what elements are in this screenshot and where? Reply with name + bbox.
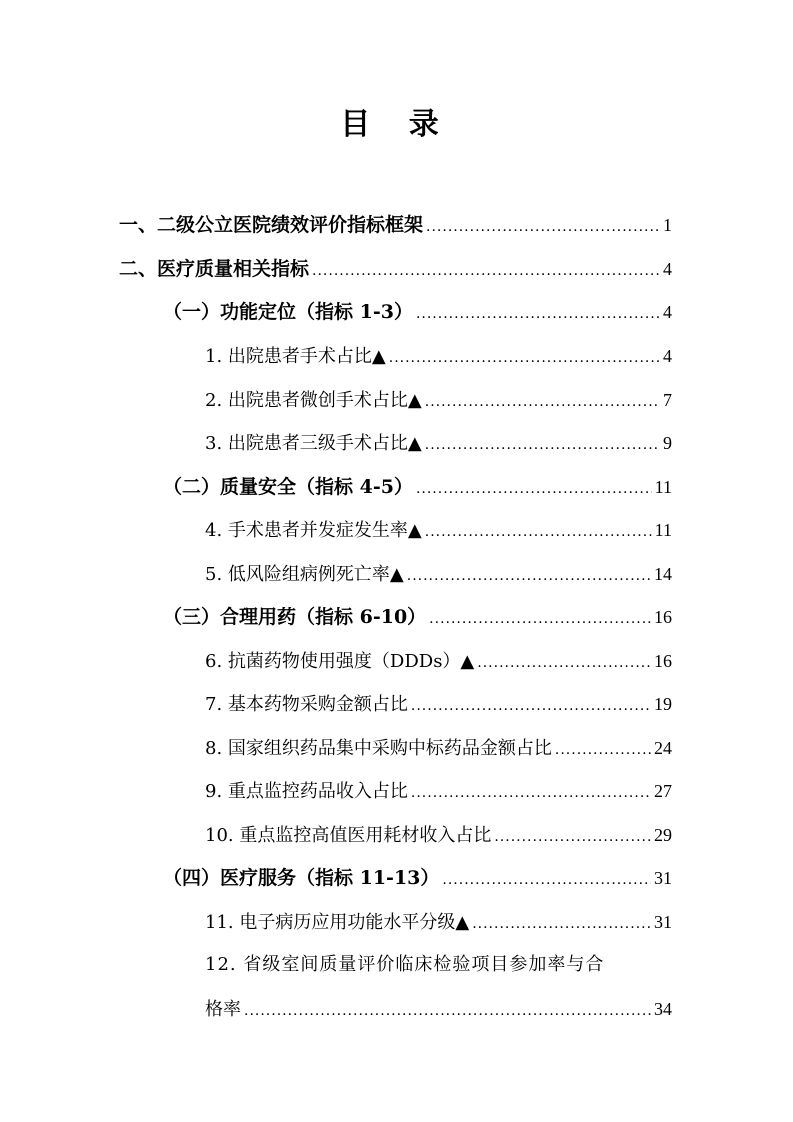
toc-entry-page: 1 (663, 215, 672, 235)
toc-entry-page: 4 (663, 302, 672, 322)
toc-entry-page: 11 (654, 477, 672, 497)
dot-leader (472, 909, 651, 939)
toc-entry-item-12[interactable] (205, 994, 672, 1024)
dot-leader (411, 691, 651, 721)
toc-entry-label: 6. 抗菌药物使用强度（DDDs）▲ (205, 651, 475, 672)
dot-leader (425, 517, 652, 547)
toc-entry-label: （二）质量安全（指标 4-5） (163, 476, 413, 498)
dot-leader (426, 212, 660, 242)
toc-entry-label: 一、二级公立医院绩效评价指标框架 (119, 214, 424, 236)
dot-leader (312, 256, 660, 286)
dot-leader (477, 648, 651, 678)
toc-entry-subsection-1[interactable] (163, 297, 672, 327)
toc-entry-label: 10. 重点监控高值医用耗材收入占比 (205, 825, 492, 846)
toc-entry-page: 9 (663, 433, 672, 453)
toc-entry-label: （一）功能定位（指标 1-3） (163, 301, 413, 323)
toc-entry-page: 14 (654, 564, 672, 584)
toc-entry-item-7[interactable] (205, 689, 672, 719)
dot-leader (244, 996, 651, 1026)
toc-entry-item-11[interactable] (205, 907, 672, 937)
dot-leader (416, 299, 660, 329)
toc-entry-label: 8. 国家组织药品集中采购中标药品金额占比 (205, 738, 552, 759)
dot-leader (416, 474, 652, 504)
toc-entry-page: 11 (654, 520, 672, 540)
page-title: 目 录 (340, 107, 453, 142)
toc-entry-item-8[interactable] (205, 733, 672, 763)
toc-entry-label: 11. 电子病历应用功能水平分级▲ (205, 912, 470, 933)
toc-entry-page: 31 (654, 868, 672, 888)
dot-leader (555, 735, 651, 765)
toc-entry-page: 31 (654, 912, 672, 932)
dot-leader (494, 822, 651, 852)
dot-leader (429, 604, 651, 634)
toc-entry-item-10[interactable] (205, 820, 672, 850)
dot-leader (407, 561, 651, 591)
toc-entry-label: 1. 出院患者手术占比▲ (205, 346, 386, 367)
toc-entry-label: 2. 出院患者微创手术占比▲ (205, 390, 422, 411)
toc-entry-label: 二、医疗质量相关指标 (119, 258, 310, 280)
toc-entry-page: 27 (654, 781, 672, 801)
toc-entry-item-6[interactable] (205, 646, 672, 676)
toc-entry-label: （三）合理用药（指标 6-10） (163, 606, 427, 628)
toc-entry-item-12-line1[interactable]: 12. 省级室间质量评价临床检验项目参加率与合 (205, 954, 605, 975)
toc-entry-subsection-4[interactable] (163, 863, 672, 893)
toc-entry-page: 16 (654, 651, 672, 671)
toc-entry-page: 7 (663, 390, 672, 410)
dot-leader (425, 387, 660, 417)
dot-leader (389, 343, 660, 373)
toc-entry-label: 3. 出院患者三级手术占比▲ (205, 433, 422, 454)
toc-entry-subsection-3[interactable] (163, 602, 672, 632)
toc-entry-page: 29 (654, 825, 672, 845)
toc-entry-item-3[interactable] (205, 428, 672, 458)
toc-entry-label: 5. 低风险组病例死亡率▲ (205, 564, 404, 585)
toc-entry-page: 4 (663, 259, 672, 279)
toc-entry-section-1[interactable] (119, 210, 672, 240)
toc-entry-subsection-2[interactable] (163, 472, 672, 502)
toc-entry-label: 格率 (205, 999, 241, 1020)
toc-entry-page: 34 (654, 999, 672, 1019)
dot-leader (411, 778, 651, 808)
toc-entry-label: 4. 手术患者并发症发生率▲ (205, 520, 422, 541)
toc-entry-item-4[interactable] (205, 515, 672, 545)
toc-entry-page: 19 (654, 694, 672, 714)
toc-entry-label: 9. 重点监控药品收入占比 (205, 781, 408, 802)
toc-entry-label: 7. 基本药物采购金额占比 (205, 694, 408, 715)
toc-entry-page: 16 (654, 607, 672, 627)
toc-entry-item-9[interactable] (205, 776, 672, 806)
toc-entry-label: （四）医疗服务（指标 11-13） (163, 867, 440, 889)
toc-entry-item-2[interactable] (205, 385, 672, 415)
toc-entry-item-5[interactable] (205, 559, 672, 589)
toc-entry-item-1[interactable] (205, 341, 672, 371)
dot-leader (442, 865, 651, 895)
toc-entry-page: 4 (663, 346, 672, 366)
toc-entry-page: 24 (654, 738, 672, 758)
dot-leader (425, 430, 660, 460)
toc-entry-section-2[interactable] (119, 254, 672, 284)
